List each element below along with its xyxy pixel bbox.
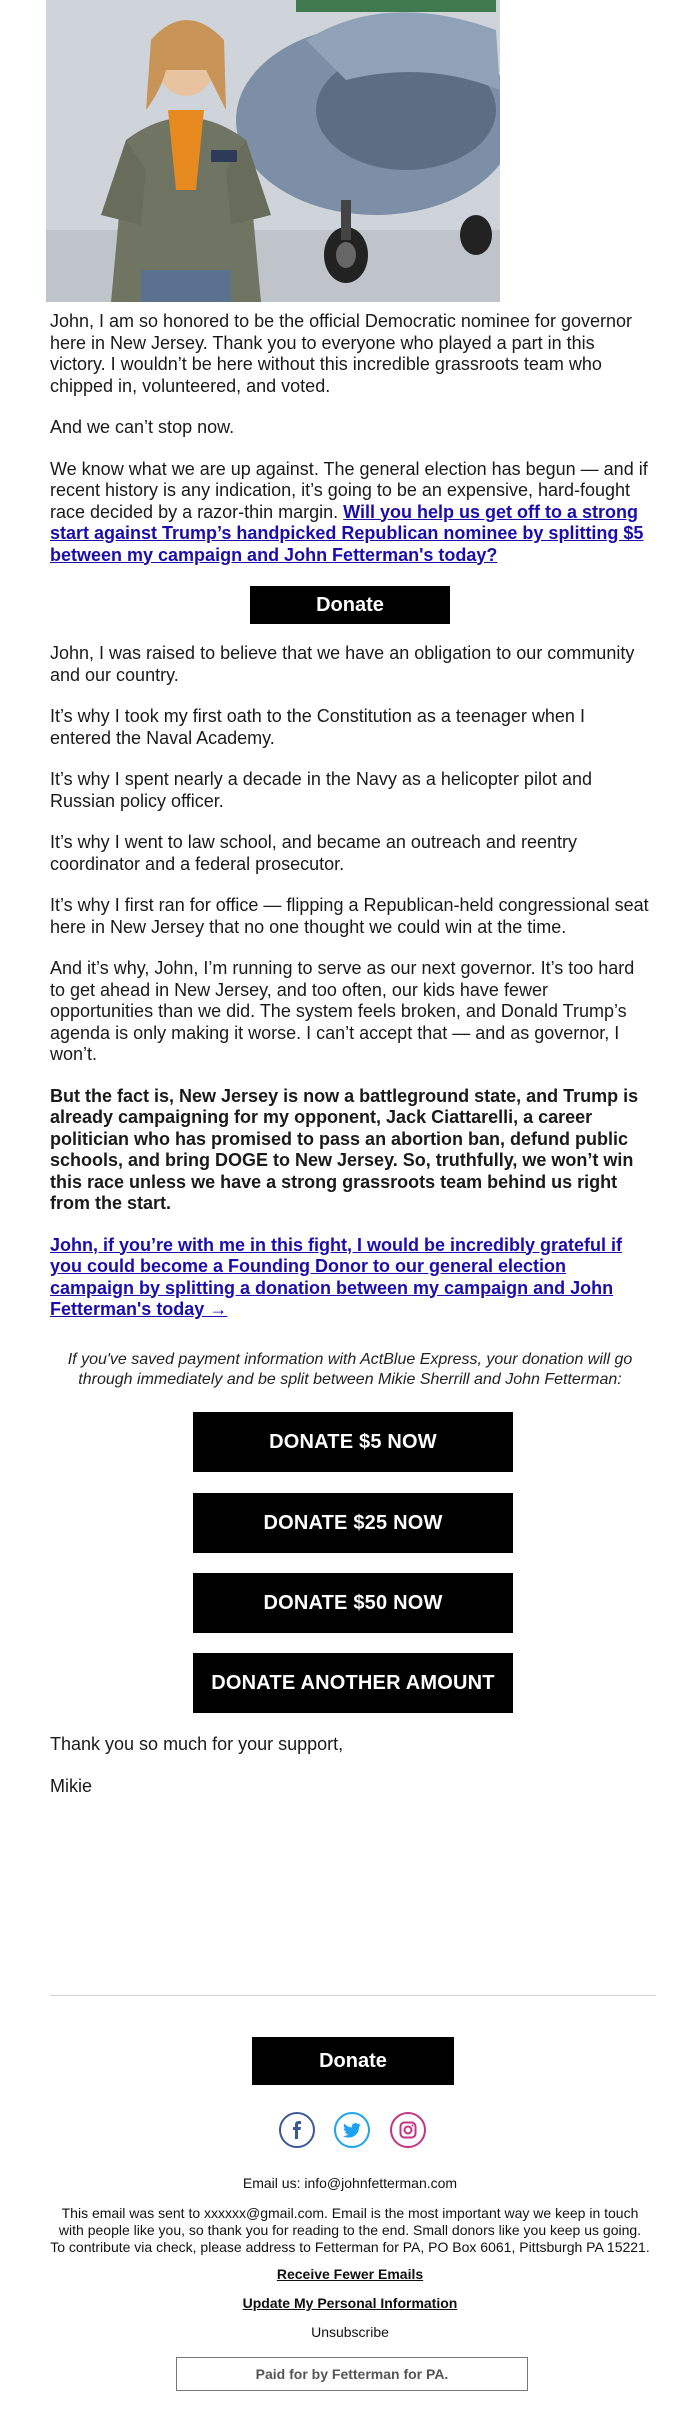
twitter-icon[interactable] <box>334 2112 370 2148</box>
paragraph-cant-stop: And we can’t stop now. <box>50 417 235 437</box>
paragraph-battleground: But the fact is, New Jersey is now a battleground state, and Trump is already campaigning for my opponent, Jack Ciattarelli, a career politician who has promised to pass an abortion ban, defund public schools, and bring DOGE to New Jersey. So, truthfully, we won’t win this race unless we have a strong grassroots team behind us right from the start. <box>50 1085 639 1213</box>
paragraph-founding-donor <box>50 1235 650 1321</box>
donate-button-top[interactable]: Donate <box>250 586 450 624</box>
contact-email: Email us: info@johnfetterman.com <box>242 2175 458 2191</box>
actblue-express-note: If you've saved payment information with ActBlue Express, your donation will go through immediately and be split between Mikie Sherrill and John Fetterman: <box>67 1351 633 1388</box>
donate-50-button[interactable]: DONATE $50 NOW <box>193 1573 513 1633</box>
split-donation-link[interactable]: Will you help us get off to a strong start against Trump’s handpicked Republican nominee by splitting $5 between my campaign and John Fetterman's today? <box>50 501 644 565</box>
paragraph-first-ran: It’s why I first ran for office — flipping a Republican-held congressional seat here in New Jersey that no one thought we could win at the time. <box>50 895 649 937</box>
hero-illustration <box>46 0 500 302</box>
update-info-link[interactable]: Update My Personal Information <box>242 2295 458 2311</box>
paragraph-law-school: It’s why I went to law school, and became an outreach and reentry coordinator and a federal prosecutor. <box>50 832 577 874</box>
donate-button-footer[interactable]: Donate <box>252 2037 454 2085</box>
paragraph-governor: And it’s why, John, I’m running to serve as our next governor. It’s too hard to get ahead in New Jersey, and too often, our kids have fewer opportunities than we did. The system feels broken, and Donald Trump’s agenda is only making it worse. I can’t accept that — and as governor, I won’t. <box>50 958 635 1064</box>
paragraph-general-election <box>50 459 650 567</box>
receive-fewer-emails-link[interactable]: Receive Fewer Emails <box>276 2266 424 2282</box>
donate-25-button[interactable]: DONATE $25 NOW <box>193 1493 513 1553</box>
paid-for-disclaimer: Paid for by Fetterman for PA. <box>176 2357 528 2391</box>
donate-5-button[interactable]: DONATE $5 NOW <box>193 1412 513 1472</box>
unsubscribe-link[interactable]: Unsubscribe <box>311 2324 389 2340</box>
paragraph-naval-academy: It’s why I took my first oath to the Constitution as a teenager when I entered the Naval Academy. <box>50 706 585 748</box>
hero-photo <box>46 0 500 302</box>
paragraph-obligation: John, I was raised to believe that we have an obligation to our community and our country. <box>50 643 635 685</box>
paragraph-navy: It’s why I spent nearly a decade in the Navy as a helicopter pilot and Russian policy officer. <box>50 769 592 811</box>
founding-donor-link[interactable]: John, if you’re with me in this fight, I would be incredibly grateful if you could become a Founding Donor to our general election campaign by splitting a donation between my campaign and John Fetterman's today → <box>50 1234 623 1319</box>
paragraph-intro: John, I am so honored to be the official Democratic nominee for governor here in New Jersey. Thank you to everyone who played a part in this victory. I wouldn’t be here without this incredible grassroots team who chipped in, volunteered, and voted. <box>50 311 632 396</box>
instagram-icon[interactable] <box>390 2112 426 2148</box>
donate-other-amount-button[interactable]: DONATE ANOTHER AMOUNT <box>193 1653 513 1713</box>
footer-disclaimer: This email was sent to xxxxxx@gmail.com. Email is the most important way we keep in touch with people like you, so thank you for reading to the end. Small donors like you keep us going. To contribute via check, please address to Fetterman for PA, PO Box 6061, Pittsburgh PA 15221. <box>50 2205 650 2255</box>
signature: Mikie <box>50 1775 93 1796</box>
footer-divider <box>50 1995 656 1996</box>
facebook-icon[interactable] <box>279 2112 315 2148</box>
thank-you-text: Thank you so much for your support, <box>50 1734 344 1754</box>
paragraph-general-election-text: We know what we are up against. The general election has begun — and if recent history is any indication, it’s going to be an expensive, hard-fought race decided by a razor-thin margin. <box>50 458 648 522</box>
